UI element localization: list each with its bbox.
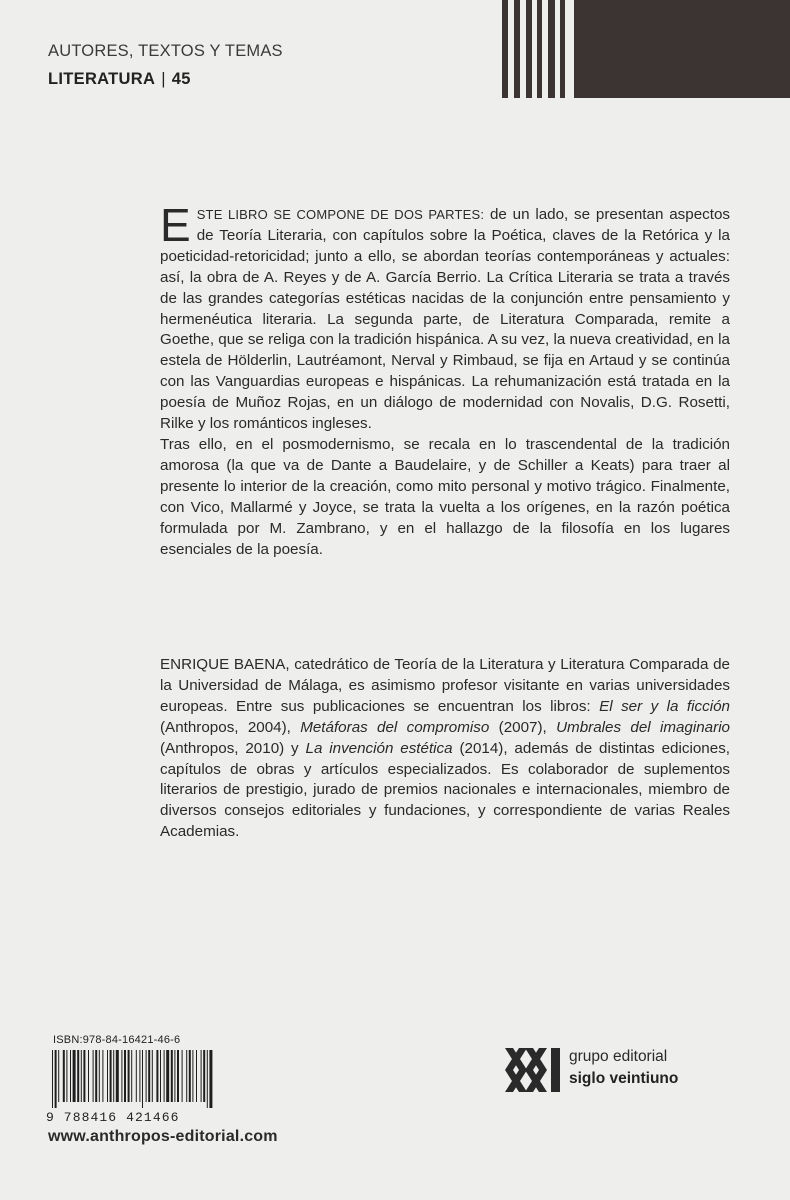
publisher-line-2: siglo veintiuno — [569, 1070, 679, 1087]
series-title: AUTORES, TEXTOS Y TEMAS — [48, 42, 283, 60]
xxi-logo-icon — [505, 1048, 563, 1092]
collection-number: 45 — [171, 70, 191, 88]
bio-text: ENRIQUE BAENA, catedrático de Teoría de la Literatura y Literatura Comparada de la Universidad de Málaga, es asimismo profesor visitante en varias universidades europeas. Entre sus publicaciones se encuentran los libros: — [160, 656, 730, 715]
description-text-1: de un lado, se presentan aspectos de Teoría Literaria, con capítulos sobre la Poética, claves de la Retórica y la poeticidad-retoricidad; junto a ello, se abordan teorías contemporáneas y actuales: así, la obra de A. Reyes y de A. García Berrio. La Crítica Literaria se trata a través de las grandes categorías estéticas nacidas de la conjunción entre pensamiento y hermenéutica literaria. La segunda parte, de Literatura Comparada, remite a Goethe, que se religa con la tradición hispánica. A su vez, la nueva creatividad, en la estela de Hölderlin, Lautréamont, Nerval y Rimbaud, se fija en Artaud y se continúa con las Vanguardias europeas e hispánicas. La rehumanización está tratada en la poesía de Muñoz Rojas, en un diálogo de modernidad con Novalis, D.G. Rosetti, Rilke y los románticos ingleses. — [160, 206, 730, 433]
description-paragraph-2: Tras ello, en el posmodernismo, se recala en lo trascendental de la tradición amorosa (la que va de Dante a Baudelaire, y de Schiller a Keats) para traer al presente lo interior de la creación, como mito personal y motivo trágico. Finalmente, con Vico, Mallarmé y Joyce, se trata la vuelta a los orígenes, en la razón poética formulada por M. Zambrano, y en el hallazgo de la filosofía en los lugares esenciales de la poesía. — [160, 435, 730, 558]
publisher-logo — [505, 1048, 705, 1092]
website-url: www.anthropos-editorial.com — [48, 1128, 278, 1145]
decorative-stripes — [500, 0, 790, 98]
publisher-line-1: grupo editorial — [569, 1048, 668, 1065]
isbn-label: ISBN:978-84-16421-46-6 — [53, 1034, 181, 1046]
drop-cap: E — [160, 199, 191, 251]
book-title: La invención estética — [305, 739, 453, 757]
barcode-digits: 9 788416 421466 — [46, 1110, 180, 1125]
book-title: Umbrales del imaginario — [556, 718, 731, 736]
description-lead: STE LIBRO SE COMPONE DE DOS PARTES: — [196, 207, 485, 222]
book-description — [160, 199, 730, 560]
bio-text: (2014), además de distintas ediciones, capítulos de obras y artículos especializados. Es colaborador de suplementos literarios de prestigio, jurado de premios nacionales e internacionales, miembro de diversos consejos editoriales y fundaciones, y correspondiente de varias Reales Academias. — [160, 739, 731, 841]
book-title: El ser y la ficción — [599, 697, 730, 715]
description-paragraph-1 — [160, 199, 730, 435]
bio-text: (2007), — [489, 718, 557, 736]
collection-separator: | — [161, 70, 166, 88]
book-title: Metáforas del compromiso — [300, 718, 490, 736]
barcode — [46, 1050, 216, 1108]
author-bio — [160, 655, 730, 843]
collection-label — [48, 70, 191, 89]
bio-text: (Anthropos, 2010) y — [160, 739, 306, 757]
collection-name: LITERATURA — [48, 70, 156, 88]
bio-text: (Anthropos, 2004), — [160, 718, 301, 736]
